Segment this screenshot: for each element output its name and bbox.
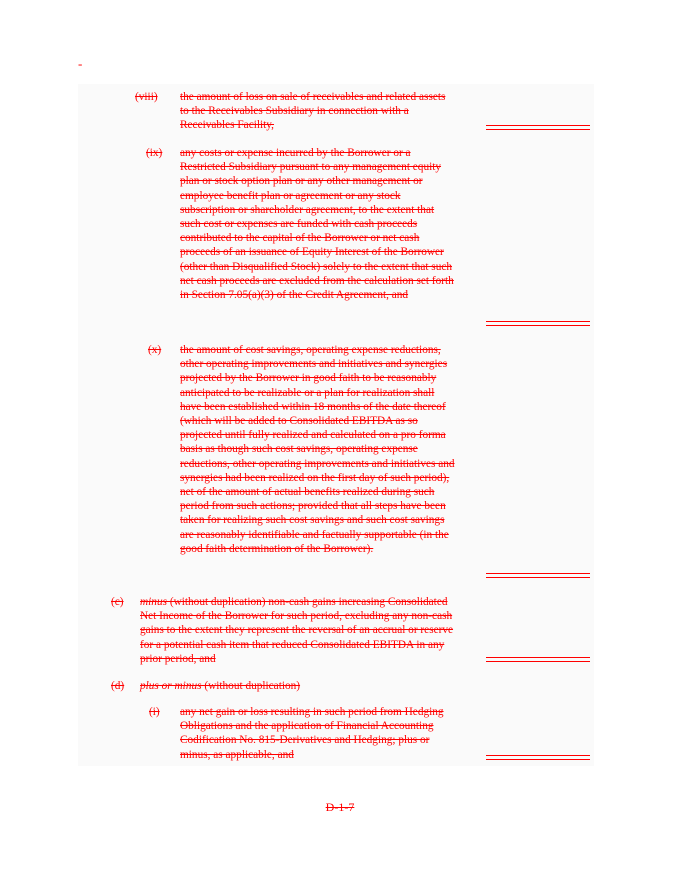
clause-body: (without duplication) (201, 680, 301, 692)
clause-body: (without duplication) non-cash gains increasing Consolidated Net Income of the Borrower for such period, excluding any non-cash gains to the extent they represent the reversal of an accrual or reserve for a potential cash item that reduced Consolidated EBITDA in any prior period, and (140, 596, 454, 665)
revision-double-rule (486, 125, 590, 130)
clause-text: the amount of loss on sale of receivables and related assets to the Receivables Subsidiary in connection with a Receivables Facility, (180, 91, 446, 132)
clause-text (140, 595, 454, 666)
clause-number: (c) (111, 596, 124, 608)
clause-number: (viii) (135, 91, 158, 103)
margin-marker: - (78, 56, 83, 71)
clause-number: (i) (149, 706, 160, 718)
clause-number: (x) (148, 344, 162, 356)
clause-text (140, 679, 454, 693)
revision-double-rule (486, 657, 590, 662)
clause-text: any costs or expense incurred by the Borrower or a Restricted Subsidiary pursuant to any management equity plan or stock option plan or any other management or employee benefit plan or agreement or any stock subscription or shareholder agreement, to the extent that such cost or expenses are funded with cash proceeds contributed to the capital of the Borrower or net cash proceeds of an issuance of Equity Interest of the Borrower (other than Disqualified Stock) solely to the extent that such net cash proceeds are excluded from the calculation set forth in Section 7.05(a)(3) of the Credit Agreement, and (180, 147, 454, 302)
clause-text: any net gain or loss resulting in such period from Hedging Obligations and the application of Financial Accounting Codification No. 815-Derivatives and Hedging; plus or minus, as applicable, and (180, 706, 444, 761)
clause-lead-italic: plus or minus (140, 680, 202, 692)
revision-double-rule (486, 755, 590, 760)
clause-text: the amount of cost savings, operating expense reductions, other operating improvements and initiatives and synergies projected by the Borrower in good faith to be reasonably anticipated to be realizable or a plan for realization shall have been established within 18 months of the date thereof (which will be added to Consolidated EBITDA as so projected until fully realized and calculated on a pro forma basis as though such cost savings, operating expense reductions, other operating improvements and initiatives and synergies had been realized on the first day of such period), net of the amount of actual benefits realized during such period from such actions; provided that all steps have been taken for realizing such cost savings and such cost savings are reasonably identifiable and factually supportable (in the good faith determination of the Borrower). (180, 344, 455, 555)
revision-double-rule (486, 321, 590, 326)
clause-lead-italic: minus (140, 596, 167, 608)
revision-double-rule (486, 573, 590, 578)
clause-number: (ix) (146, 147, 163, 159)
clause-number: (d) (111, 680, 125, 692)
page-footer: D-1-7 (325, 800, 355, 814)
